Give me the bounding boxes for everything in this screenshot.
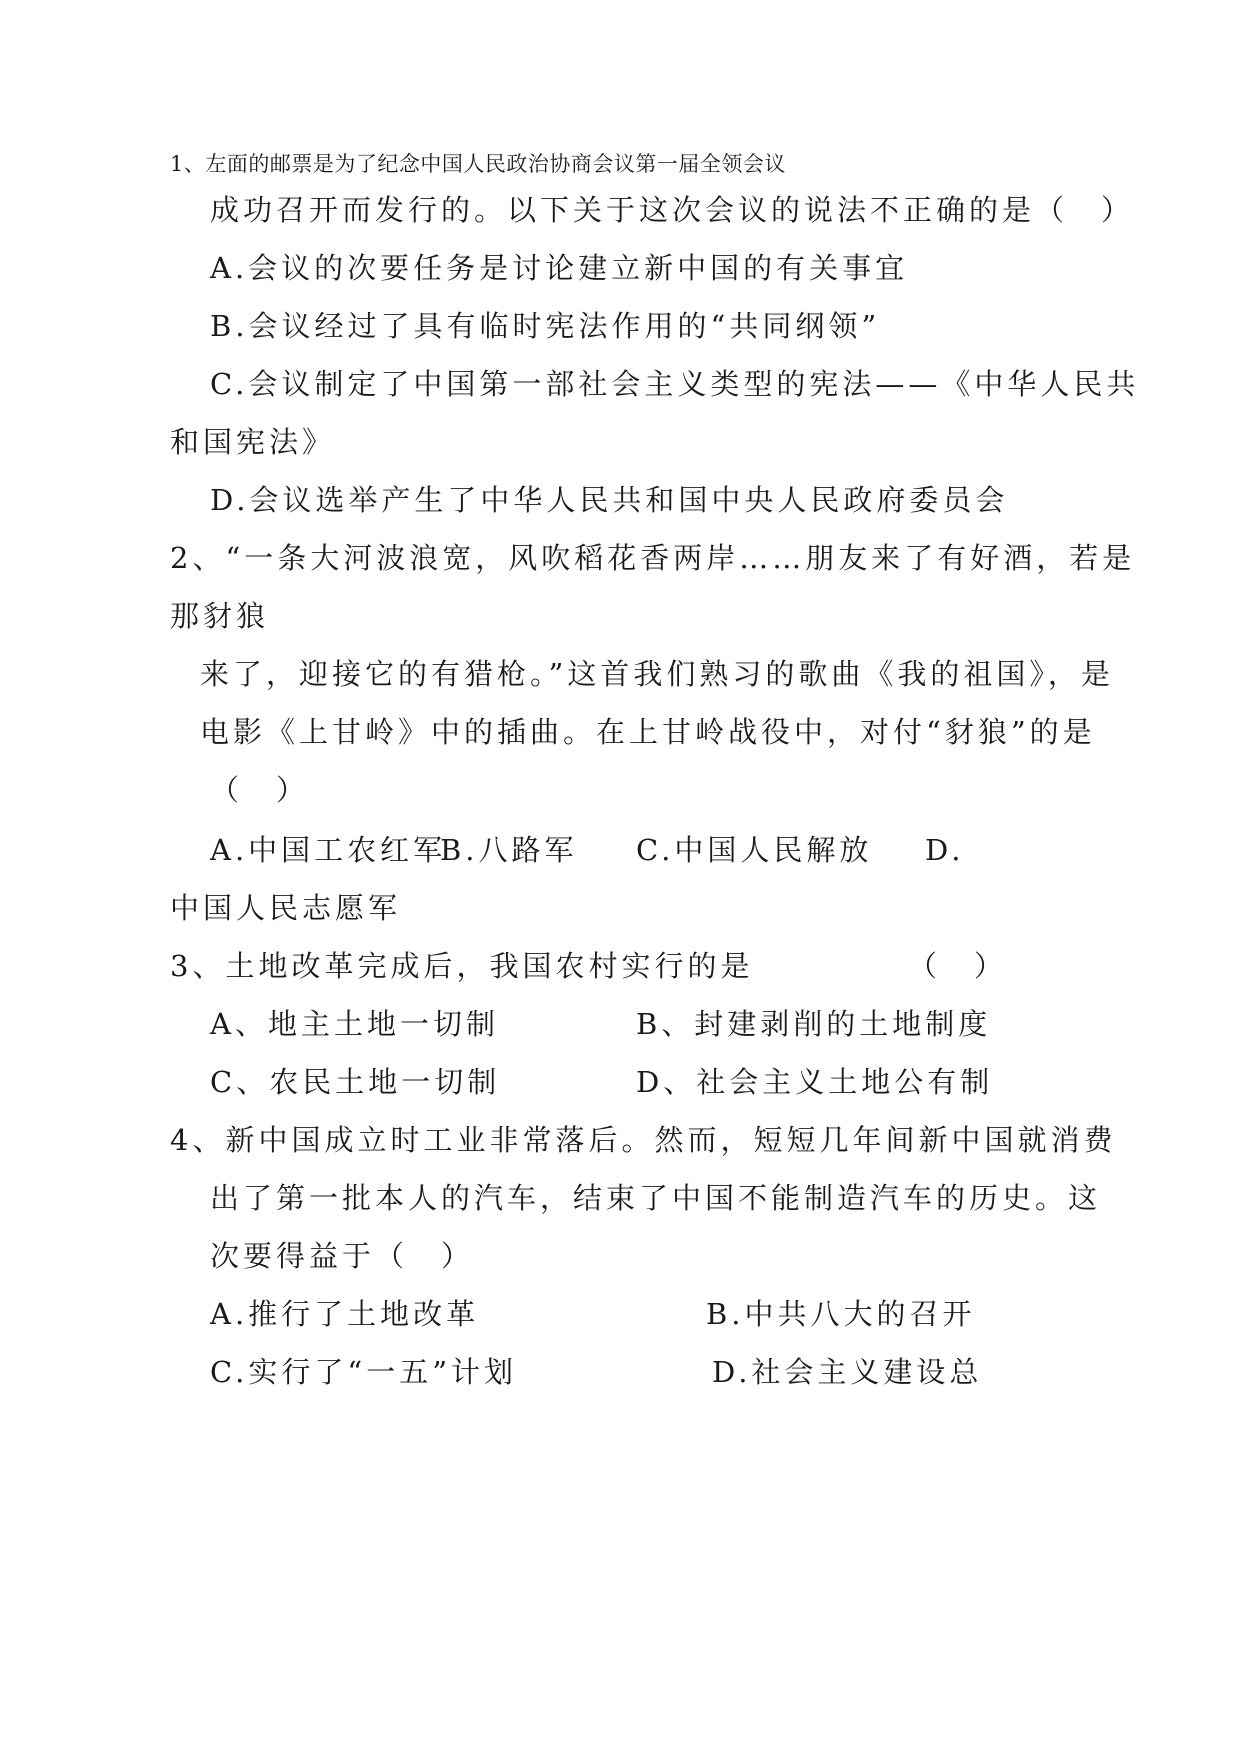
q3-option-a: A、地主土地一切制 <box>210 1007 499 1041</box>
q4-stem-line1: 4、新中国成立时工业非常落后。然而，短短几年间新中国就消费 <box>170 1123 1117 1157</box>
q4-option-d: D.社会主义建设总 <box>712 1355 983 1389</box>
q3-answer-blank: （ ） <box>908 949 1008 983</box>
q1-stem-line1: 1、左面的邮票是为了纪念中国人民政治协商会议第一届全领会议 <box>170 152 786 176</box>
q3-option-c: C、农民土地一切制 <box>210 1065 501 1099</box>
q3-stem: 3、土地改革完成后，我国农村实行的是 <box>170 949 754 983</box>
q1-stem-line2: 成功召开而发行的。以下关于这次会议的说法不正确的是（ ） <box>210 193 1135 227</box>
q1-option-b: B.会议经过了具有临时宪法作用的“共同纲领” <box>210 309 881 343</box>
q3-option-b: B、封建剥削的土地制度 <box>636 1007 992 1041</box>
q2-stem-line1: 2、“一条大河波浪宽，风吹稻花香两岸……朋友来了有好酒，若是 <box>170 541 1136 575</box>
q2-option-b: B.八路军 <box>440 833 578 867</box>
q2-option-d-label: D. <box>925 833 965 867</box>
q4-option-a: A.推行了土地改革 <box>210 1297 480 1331</box>
q2-option-c: C.中国人民解放 <box>636 833 873 867</box>
q1-option-d: D.会议选举产生了中华人民共和国中央人民政府委员会 <box>210 483 1009 517</box>
q4-option-c: C.实行了“一五”计划 <box>210 1355 518 1389</box>
q3-option-d: D、社会主义土地公有制 <box>636 1065 994 1099</box>
q2-stem-line2: 那豺狼 <box>170 599 270 633</box>
q4-option-b: B.中共八大的召开 <box>706 1297 976 1331</box>
q1-option-c-line1: C.会议制定了中国第一部社会主义类型的宪法——《中华人民共 <box>210 367 1140 401</box>
q2-option-d-text: 中国人民志愿军 <box>170 891 402 925</box>
q2-stem-line3: 来了，迎接它的有猎枪。”这首我们熟习的歌曲《我的祖国》，是 <box>200 657 1114 691</box>
q2-answer-blank: （ ） <box>210 773 310 807</box>
q2-option-a: A.中国工农红军 <box>210 833 447 867</box>
q4-stem-line2: 出了第一批本人的汽车，结束了中国不能制造汽车的历史。这 <box>210 1181 1102 1215</box>
q1-option-a: A.会议的次要任务是讨论建立新中国的有关事宜 <box>210 251 909 285</box>
q1-option-c-line2: 和国宪法》 <box>170 425 336 459</box>
q4-stem-line3: 次要得益于（ ） <box>210 1239 475 1273</box>
q2-stem-line4: 电影《上甘岭》中的插曲。在上甘岭战役中，对付“豺狼”的是 <box>200 715 1096 749</box>
